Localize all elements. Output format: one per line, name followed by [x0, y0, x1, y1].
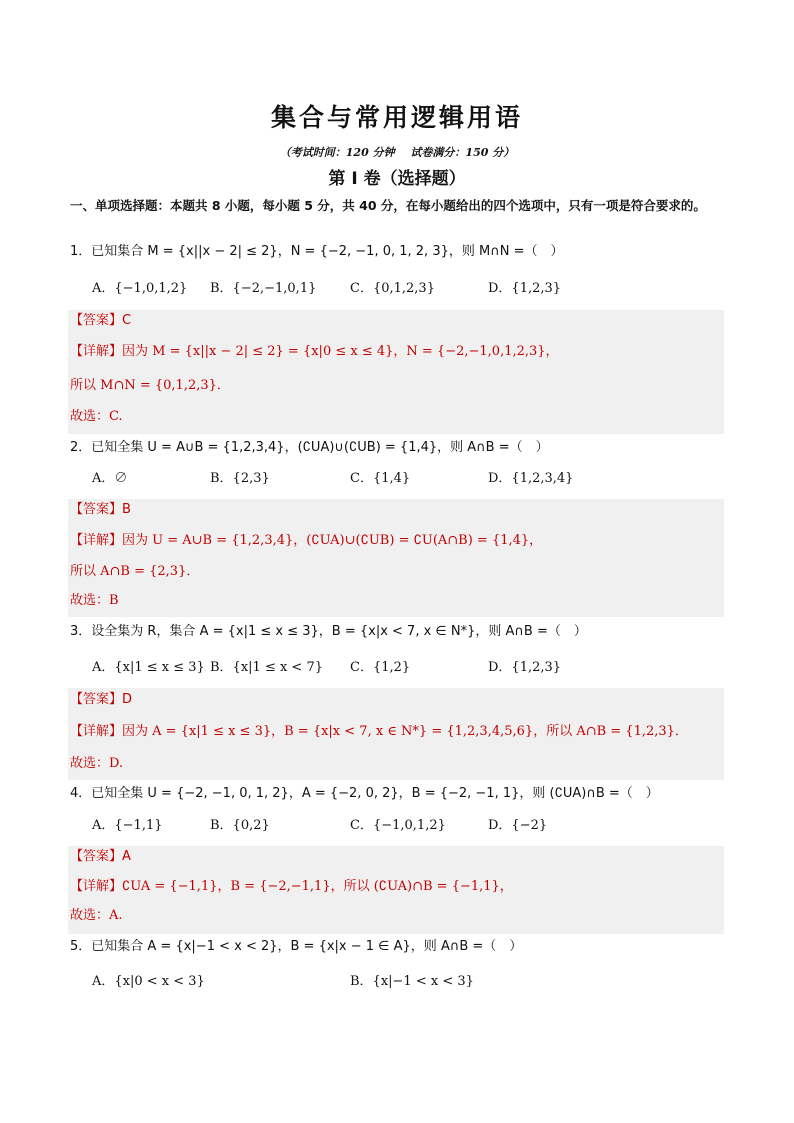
option-d: D．{1,2,3}: [488, 660, 562, 675]
option-a: A．∅: [92, 471, 128, 486]
option-c: C．{0,1,2,3}: [350, 281, 435, 296]
option-b: B．{−2,−1,0,1}: [210, 281, 317, 296]
question-4-detail-line-2: 故选：A.: [70, 908, 123, 923]
question-2-options: [70, 467, 722, 491]
question-1-detail-line-3: 故选：C.: [70, 409, 123, 424]
section-instructions: 一、单项选择题：本题共 8 小题，每小题 5 分，共 40 分，在每小题给出的四个选项中，只有一项是符合要求的。: [70, 198, 706, 213]
question-1-detail-line-1: 【详解】因为 M = {x||x − 2| ≤ 2} = {x|0 ≤ x ≤ 4}，N = {−2,−1,0,1,2,3}，: [70, 344, 559, 359]
option-b: B．{x|1 ≤ x < 7}: [210, 660, 323, 675]
question-1-options: [70, 277, 722, 301]
question-2-answer: 【答案】B: [70, 502, 131, 517]
question-3-detail-line-2: 故选：D.: [70, 756, 124, 771]
option-c: C．{1,4}: [350, 471, 411, 486]
question-1-detail-line-2: 所以 M∩N = {0,1,2,3}．: [70, 378, 230, 393]
question-2-detail-line-3: 故选：B: [70, 593, 119, 608]
option-a: A．{−1,0,1,2}: [92, 281, 188, 296]
question-3-detail-line-1: 【详解】因为 A = {x|1 ≤ x ≤ 3}，B = {x|x < 7, x ∈ N*} = {1,2,3,4,5,6}，所以 A∩B = {1,2,3}．: [70, 724, 688, 739]
option-c: C．{−1,0,1,2}: [350, 818, 446, 833]
question-3-stem: 3．设全集为 R，集合 A = {x|1 ≤ x ≤ 3}，B = {x|x < 7, x ∈ N*}，则 A∩B =（ ）: [70, 624, 587, 639]
option-a: A．{x|1 ≤ x ≤ 3}: [92, 660, 205, 675]
exam-time: （考试时间：120 分钟: [279, 146, 395, 159]
option-b: B．{2,3}: [210, 471, 270, 486]
question-2-detail-line-1: 【详解】因为 U = A∪B = {1,2,3,4}，(∁UA)∪(∁UB) = ∁U(A∩B) = {1,4}，: [70, 533, 543, 548]
question-4-answer: 【答案】A: [70, 849, 131, 864]
exam-score: 试卷满分：150 分）: [410, 146, 515, 159]
question-3-answer: 【答案】D: [70, 692, 133, 707]
question-5-stem: 5．已知集合 A = {x|−1 < x < 2}，B = {x|x − 1 ∈ A}，则 A∩B =（ ）: [70, 939, 523, 954]
option-d: D．{1,2,3}: [488, 281, 562, 296]
option-d: D．{1,2,3,4}: [488, 471, 574, 486]
question-4-options: [70, 814, 722, 838]
question-1-answer: 【答案】C: [70, 313, 132, 328]
exam-info: [0, 144, 794, 160]
option-b: B．{x|−1 < x < 3}: [350, 974, 474, 989]
question-3-options: [70, 656, 722, 680]
question-5-options: [70, 970, 722, 994]
question-2-detail-line-2: 所以 A∩B = {2,3}．: [70, 564, 200, 579]
question-4-stem: 4．已知全集 U = {−2, −1, 0, 1, 2}，A = {−2, 0, 2}，B = {−2, −1, 1}，则 (∁UA)∩B =（ ）: [70, 786, 659, 801]
question-1-stem: 1．已知集合 M = {x||x − 2| ≤ 2}，N = {−2, −1, 0, 1, 2, 3}，则 M∩N =（ ）: [70, 244, 564, 259]
option-a: A．{x|0 < x < 3}: [92, 974, 205, 989]
option-c: C．{1,2}: [350, 660, 411, 675]
page-title: 集合与常用逻辑用语: [270, 103, 523, 132]
question-2-stem: 2．已知全集 U = A∪B = {1,2,3,4}，(∁UA)∪(∁UB) = {1,4}，则 A∩B =（ ）: [70, 440, 549, 455]
section-heading: 第 I 卷（选择题）: [328, 169, 466, 189]
question-4-detail-line-1: 【详解】∁UA = {−1,1}，B = {−2,−1,1}，所以 (∁UA)∩B = {−1,1}，: [70, 879, 513, 894]
option-b: B．{0,2}: [210, 818, 270, 833]
option-a: A．{−1,1}: [92, 818, 163, 833]
option-d: D．{−2}: [488, 818, 548, 833]
